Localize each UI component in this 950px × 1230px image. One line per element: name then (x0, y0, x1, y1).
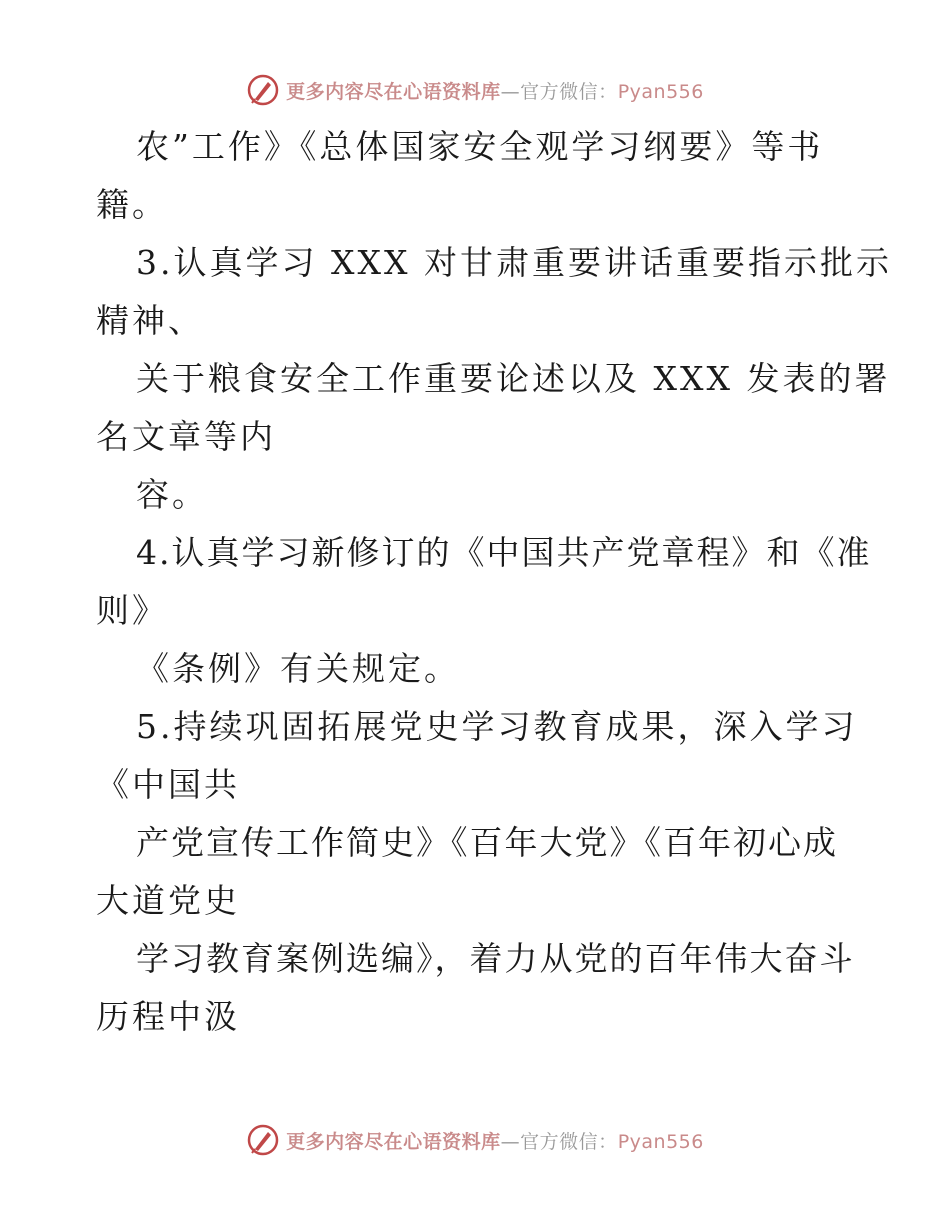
watermark-brand: 更多内容尽在心语资料库 (286, 1130, 501, 1153)
text-line: 历程中汲 (96, 997, 240, 1036)
watermark-wechat-id: Pyan556 (617, 1130, 704, 1153)
watermark-label: 官方微信： (520, 1130, 618, 1153)
text-line: 关于粮食安全工作重要论述以及 XXX 发表的署 (136, 359, 891, 398)
feather-pen-logo-icon (246, 1123, 280, 1157)
watermark-label: 官方微信： (520, 80, 618, 103)
text-line: 学习教育案例选编》，着力从党的百年伟大奋斗 (136, 939, 855, 978)
text-line: 《条例》有关规定。 (136, 649, 460, 688)
watermark-text (286, 77, 704, 104)
watermark-wechat-id: Pyan556 (617, 80, 704, 103)
footer-watermark (0, 1120, 950, 1160)
header-watermark (0, 70, 950, 110)
text-line: 农”工作》《总体国家安全观学习纲要》等书 (136, 127, 824, 166)
text-line: 《中国共 (96, 765, 240, 804)
watermark-separator: — (500, 1130, 521, 1153)
text-line: 3.认真学习 XXX 对甘肃重要讲话重要指示批示 (136, 243, 892, 282)
watermark-brand: 更多内容尽在心语资料库 (286, 80, 501, 103)
watermark-separator: — (500, 80, 521, 103)
watermark-text (286, 1127, 704, 1154)
text-line: 5.持续巩固拓展党史学习教育成果，深入学习 (136, 707, 858, 746)
text-line: 容。 (136, 475, 208, 514)
text-line: 籍。 (96, 185, 168, 224)
text-line: 精神、 (96, 301, 204, 340)
document-body (96, 118, 892, 1046)
text-line: 名文章等内 (96, 417, 276, 456)
text-line: 4.认真学习新修订的《中国共产党章程》和《准 (136, 533, 872, 572)
text-line: 则》 (96, 591, 168, 630)
text-line: 产党宣传工作简史》《百年大党》《百年初心成 (136, 823, 838, 862)
text-line: 大道党史 (96, 881, 240, 920)
feather-pen-logo-icon (246, 73, 280, 107)
